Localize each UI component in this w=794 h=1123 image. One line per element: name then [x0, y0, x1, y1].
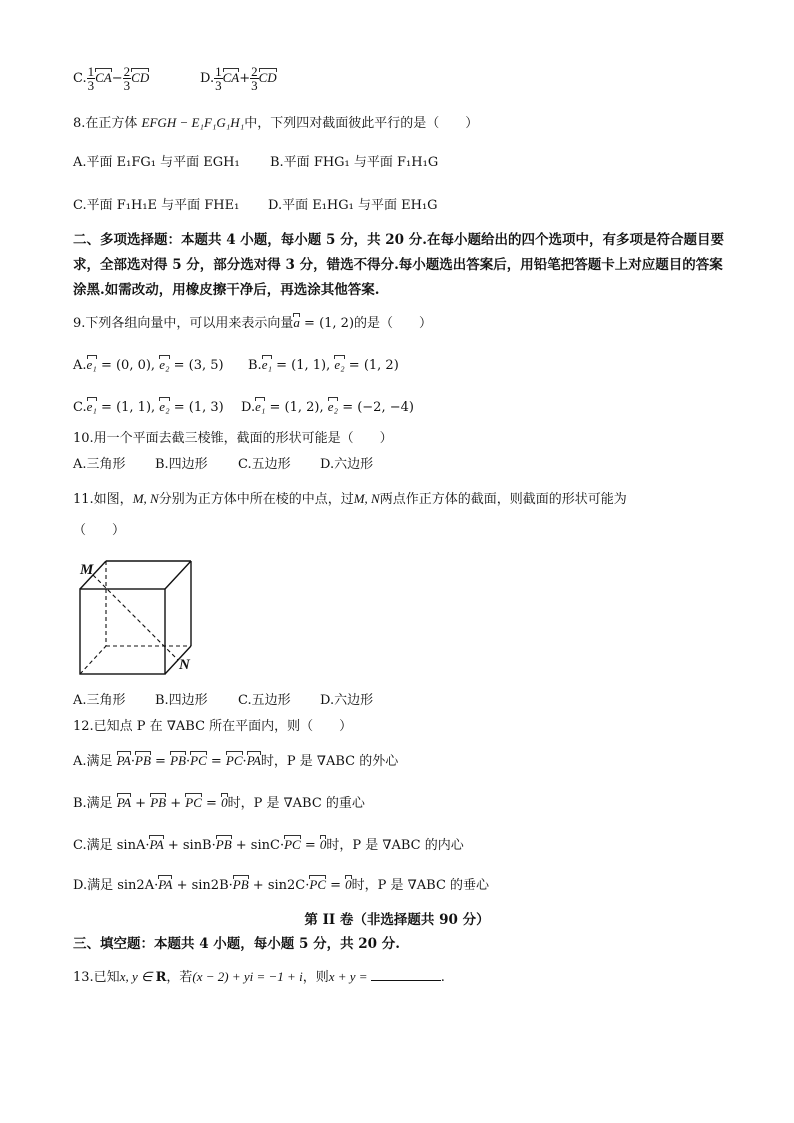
q9-option-c: C.e₁ = (1, 1), e₂ = (1, 3) [73, 399, 224, 415]
q9-option-b: B.e₁ = (1, 1), e₂ = (1, 2) [248, 357, 399, 373]
vector-e1: e₁ [86, 357, 97, 372]
vector-pa: PA [149, 837, 164, 852]
vector-pb: PB [215, 837, 232, 852]
vector-ca: CA [95, 70, 112, 85]
cube-front-face [80, 589, 165, 674]
vector-e2: e₂ [159, 399, 170, 414]
q13-stem: 13.已知x, y ∈ R，若(x − 2) + yi = −1 + i，则x + y = . [73, 969, 445, 985]
q10-option-a: A.三角形 [73, 457, 126, 472]
q10-option-d: D.六边形 [320, 457, 374, 472]
q7-option-c: C. $\frac{1}{3}$ CA− $\frac{2}{3}$ CD [73, 64, 150, 93]
vector-pc: PC [309, 877, 326, 892]
q12-stem: 12.已知点 P 在 ∇ABC 所在平面内，则（ ） [73, 719, 353, 734]
part-2-title: 第 II 卷（非选择题共 90 分） [304, 912, 490, 928]
vector-e1: e₁ [255, 399, 266, 414]
section-3-heading: 三、填空题：本题共 4 小题，每小题 5 分，共 20 分. [73, 936, 400, 952]
q12-option-c: C.满足 sinA·PA + sinB·PB + sinC·PC = 0时，P 是 ∇ABC 的内心 [73, 837, 464, 853]
q10-option-c: C.五边形 [238, 457, 291, 472]
vector-a: a [293, 315, 300, 330]
q10-stem: 10.用一个平面去截三棱锥，截面的形状可能是（ ） [73, 431, 393, 446]
answer-blank[interactable] [371, 968, 441, 981]
q9-stem: 9.下列各组向量中，可以用来表示向量a = (1, 2)的是（ ） [73, 315, 433, 331]
vector-e1: e₁ [86, 399, 97, 414]
q8-option-b: B.平面 FHG₁ 与平面 F₁H₁G [270, 155, 439, 170]
q7-option-d: D. $\frac{1}{3}$ CA+ $\frac{2}{3}$ CD [200, 64, 277, 93]
vector-pc: PC [185, 795, 202, 810]
cube-top-right-edge [165, 561, 191, 589]
q11-option-b: B.四边形 [155, 693, 208, 708]
vector-zero: 0 [319, 837, 327, 852]
vector-pc: PC [225, 753, 243, 768]
q11-option-a: A.三角形 [73, 693, 126, 708]
vector-zero: 0 [221, 795, 228, 810]
vector-pb: PB [135, 753, 151, 768]
q12-option-b: B.满足 PA + PB + PC = 0时，P 是 ∇ABC 的重心 [73, 795, 365, 811]
q8-option-c: C.平面 F₁H₁E 与平面 FHE₁ [73, 198, 240, 213]
q10-option-b: B.四边形 [155, 457, 208, 472]
section-2-heading: 二、多项选择题：本题共 4 小题，每小题 5 分，共 20 分.在每小题给出的四个选项中，有多项是符合题目要求，全部选对得 5 分，部分选对得 3 分，错选不得分.每小题选出答案后，用铅笔把答题卡上对应题目的答案涂黑.如需改动，用橡皮擦干净后，再选涂其他答案. [73, 232, 724, 298]
vector-pa: PA [246, 753, 261, 768]
cube-hidden-left-edge [80, 646, 106, 674]
q8-option-a: A.平面 E₁FG₁ 与平面 EGH₁ [73, 155, 240, 170]
vector-e1: e₁ [261, 357, 272, 372]
vector-pc: PC [284, 837, 301, 852]
vector-e2: e₂ [327, 399, 339, 414]
vector-pc: PC [190, 753, 207, 768]
q11-stem-paren: （ ） [73, 523, 126, 538]
vector-pb: PB [150, 795, 167, 810]
vector-zero: 0 [345, 877, 352, 892]
cube-figure [76, 557, 201, 677]
vector-pb: PB [232, 877, 249, 892]
vector-ca: CA [222, 70, 240, 85]
label-m: M [80, 562, 94, 578]
q9-option-d: D.e₁ = (1, 2), e₂ = (−2, −4) [241, 399, 414, 415]
label-n: N [179, 657, 190, 673]
vector-pa: PA [158, 877, 173, 892]
q11-option-c: C.五边形 [238, 693, 291, 708]
q11-stem: 11.如图，M, N分别为正方体中所在棱的中点，过M, N两点作正方体的截面，则截面的形状可能为 [73, 491, 627, 507]
vector-pb: PB [170, 753, 186, 768]
q12-option-d: D.满足 sin2A·PA + sin2B·PB + sin2C·PC = 0时，P 是 ∇ABC 的垂心 [73, 877, 490, 893]
q8-stem: 8.在正方体 EFGH − E₁F₁G₁H₁中，下列四对截面彼此平行的是（ ） [73, 115, 479, 131]
vector-pa: PA [116, 795, 132, 810]
vector-pa: PA [116, 753, 131, 768]
q12-option-a: A.满足 PA·PB = PB·PC = PC·PA时，P 是 ∇ABC 的外心 [73, 753, 399, 769]
vector-e2: e₂ [159, 357, 170, 372]
vector-e2: e₂ [334, 357, 345, 372]
q9-option-a: A.e₁ = (0, 0), e₂ = (3, 5) [73, 357, 224, 373]
q11-option-d: D.六边形 [320, 693, 374, 708]
vector-cd: CD [131, 70, 150, 85]
vector-cd: CD [258, 70, 277, 85]
q8-option-d: D.平面 E₁HG₁ 与平面 EH₁G [268, 198, 438, 213]
